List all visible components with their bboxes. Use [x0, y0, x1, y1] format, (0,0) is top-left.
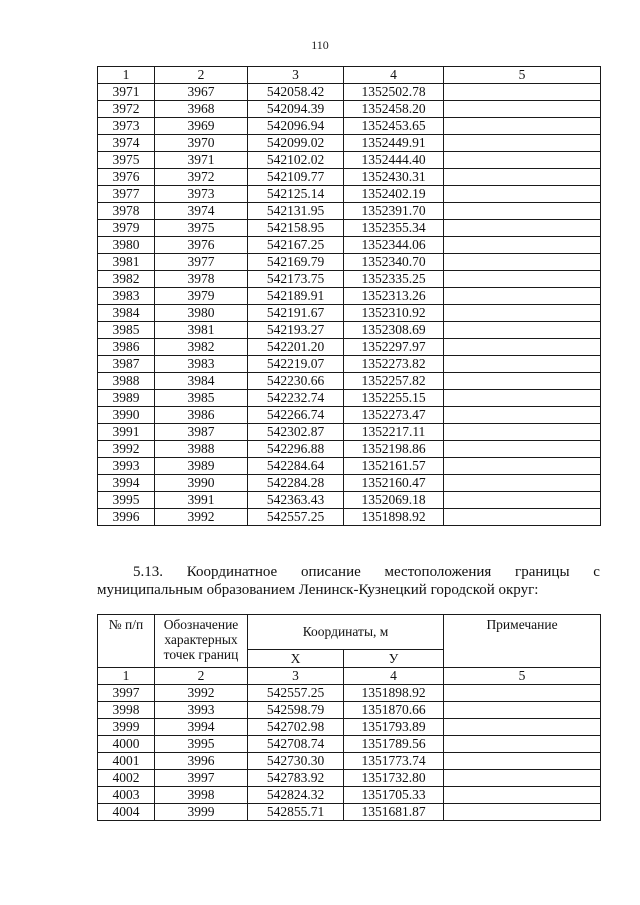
table-cell: 1352391.70 — [344, 203, 444, 220]
table-cell: 542094.39 — [248, 101, 344, 118]
coordinates-table-continued — [97, 66, 601, 526]
header-designation: Обозначение характерных точек границ — [155, 615, 248, 668]
table-cell — [444, 322, 601, 339]
section-heading-word: с — [593, 564, 600, 580]
table-cell: 3971 — [98, 84, 155, 101]
table-cell: 3980 — [155, 305, 248, 322]
table-cell: 3992 — [155, 685, 248, 702]
table-cell: 3979 — [155, 288, 248, 305]
table-cell: 3984 — [155, 373, 248, 390]
table-cell: 1352449.91 — [344, 135, 444, 152]
header-note: Примечание — [444, 615, 601, 668]
section-heading-word: местоположения — [384, 564, 492, 580]
table-row — [98, 288, 601, 305]
table-row — [98, 186, 601, 203]
table-row — [98, 770, 601, 787]
table-cell: 1351773.74 — [344, 753, 444, 770]
table-cell: 3971 — [155, 152, 248, 169]
table-row — [98, 373, 601, 390]
column-number: 1 — [98, 67, 155, 84]
table-cell: 3974 — [155, 203, 248, 220]
table-cell — [444, 84, 601, 101]
header-number: № п/п — [98, 615, 155, 668]
table-cell: 3986 — [155, 407, 248, 424]
table-cell: 542201.20 — [248, 339, 344, 356]
table-cell: 3973 — [98, 118, 155, 135]
table-row — [98, 84, 601, 101]
table-row — [98, 339, 601, 356]
table-cell: 1352255.15 — [344, 390, 444, 407]
table-cell: 1352340.70 — [344, 254, 444, 271]
table-cell: 3990 — [155, 475, 248, 492]
table-row — [98, 685, 601, 702]
section-heading-word: описание — [300, 564, 361, 580]
table-row — [98, 237, 601, 254]
table-cell — [444, 169, 601, 186]
table-row — [98, 787, 601, 804]
table-cell — [444, 475, 601, 492]
table-cell: 542167.25 — [248, 237, 344, 254]
table-cell: 542783.92 — [248, 770, 344, 787]
section-heading-word: 5.13. — [133, 564, 163, 580]
table-cell: 542363.43 — [248, 492, 344, 509]
table-cell: 3983 — [98, 288, 155, 305]
table-cell: 542284.64 — [248, 458, 344, 475]
table-cell: 3989 — [98, 390, 155, 407]
table-cell: 3999 — [98, 719, 155, 736]
table-row — [98, 804, 601, 821]
table-cell: 3996 — [155, 753, 248, 770]
table-row — [98, 424, 601, 441]
table-cell: 3981 — [98, 254, 155, 271]
table-cell — [444, 407, 601, 424]
table-row — [98, 203, 601, 220]
table-cell: 3973 — [155, 186, 248, 203]
table-cell: 3974 — [98, 135, 155, 152]
table-cell: 542284.28 — [248, 475, 344, 492]
column-number-row — [98, 67, 601, 84]
header-y: У — [344, 650, 444, 668]
table-cell: 1352198.86 — [344, 441, 444, 458]
table-cell: 542096.94 — [248, 118, 344, 135]
table-cell — [444, 441, 601, 458]
table-cell — [444, 373, 601, 390]
table-cell: 1352297.97 — [344, 339, 444, 356]
table-cell: 542173.75 — [248, 271, 344, 288]
table-cell: 542189.91 — [248, 288, 344, 305]
table-cell: 542131.95 — [248, 203, 344, 220]
table-cell — [444, 152, 601, 169]
table-cell: 3976 — [98, 169, 155, 186]
table-cell: 542191.67 — [248, 305, 344, 322]
table-cell: 3978 — [155, 271, 248, 288]
table-cell — [444, 271, 601, 288]
column-number: 4 — [344, 668, 444, 685]
column-number: 3 — [248, 668, 344, 685]
table-cell: 3991 — [98, 424, 155, 441]
table-row — [98, 702, 601, 719]
table-cell — [444, 254, 601, 271]
table-cell: 3997 — [155, 770, 248, 787]
table-cell: 3981 — [155, 322, 248, 339]
table-row — [98, 356, 601, 373]
table-cell: 3986 — [98, 339, 155, 356]
column-number: 2 — [155, 668, 248, 685]
table-cell — [444, 203, 601, 220]
table-cell — [444, 339, 601, 356]
table-cell: 542158.95 — [248, 220, 344, 237]
table-cell: 1352069.18 — [344, 492, 444, 509]
table-cell: 1352257.82 — [344, 373, 444, 390]
table-cell — [444, 685, 601, 702]
table-cell: 3992 — [155, 509, 248, 526]
table-cell: 3993 — [98, 458, 155, 475]
table-cell: 3970 — [155, 135, 248, 152]
table-row — [98, 169, 601, 186]
table-cell — [444, 101, 601, 118]
table-cell — [444, 186, 601, 203]
table-cell: 1352453.65 — [344, 118, 444, 135]
table-cell: 1352344.06 — [344, 237, 444, 254]
table-cell: 3969 — [155, 118, 248, 135]
table-row — [98, 135, 601, 152]
table-cell: 4000 — [98, 736, 155, 753]
table-cell: 542730.30 — [248, 753, 344, 770]
table-cell: 3994 — [155, 719, 248, 736]
table-cell: 542708.74 — [248, 736, 344, 753]
column-number: 1 — [98, 668, 155, 685]
table-cell: 542219.07 — [248, 356, 344, 373]
table-cell: 3985 — [155, 390, 248, 407]
table-cell: 1351681.87 — [344, 804, 444, 821]
table-cell: 3998 — [155, 787, 248, 804]
column-number: 5 — [444, 67, 601, 84]
table-row — [98, 322, 601, 339]
table-cell — [444, 492, 601, 509]
table-cell: 1351898.92 — [344, 509, 444, 526]
table-cell: 3994 — [98, 475, 155, 492]
table-cell — [444, 356, 601, 373]
table-cell: 3972 — [98, 101, 155, 118]
table-cell — [444, 135, 601, 152]
table-cell: 542302.87 — [248, 424, 344, 441]
table-cell — [444, 787, 601, 804]
column-number: 5 — [444, 668, 601, 685]
table-cell: 4001 — [98, 753, 155, 770]
table-cell: 1351870.66 — [344, 702, 444, 719]
table-cell: 1351732.80 — [344, 770, 444, 787]
table-cell: 3995 — [98, 492, 155, 509]
table-cell: 3997 — [98, 685, 155, 702]
table-cell: 1352402.19 — [344, 186, 444, 203]
header-coordinates: Координаты, м — [248, 615, 444, 650]
table-cell — [444, 753, 601, 770]
table-cell: 1352313.26 — [344, 288, 444, 305]
table-cell — [444, 288, 601, 305]
table-cell: 542109.77 — [248, 169, 344, 186]
table-cell: 542125.14 — [248, 186, 344, 203]
table-cell: 1352310.92 — [344, 305, 444, 322]
table-cell — [444, 702, 601, 719]
table-cell: 542598.79 — [248, 702, 344, 719]
table-cell: 542557.25 — [248, 509, 344, 526]
table-cell: 3983 — [155, 356, 248, 373]
table-row — [98, 458, 601, 475]
table-cell: 1351898.92 — [344, 685, 444, 702]
table-cell: 1352273.47 — [344, 407, 444, 424]
table-cell: 542099.02 — [248, 135, 344, 152]
column-number-row — [98, 668, 601, 685]
table-row — [98, 220, 601, 237]
table-cell: 3967 — [155, 84, 248, 101]
table-cell — [444, 770, 601, 787]
table-cell: 3982 — [98, 271, 155, 288]
table-cell: 3988 — [98, 373, 155, 390]
table-cell: 542169.79 — [248, 254, 344, 271]
table-row — [98, 492, 601, 509]
table-cell: 542232.74 — [248, 390, 344, 407]
section-heading-word: границы — [515, 564, 570, 580]
table-row — [98, 736, 601, 753]
table-cell: 4002 — [98, 770, 155, 787]
table-cell — [444, 719, 601, 736]
table-cell: 3985 — [98, 322, 155, 339]
table-cell: 3990 — [98, 407, 155, 424]
table-cell: 3975 — [98, 152, 155, 169]
table-cell: 3989 — [155, 458, 248, 475]
table-row — [98, 118, 601, 135]
table-cell — [444, 424, 601, 441]
table-row — [98, 271, 601, 288]
table-cell: 3991 — [155, 492, 248, 509]
table-cell — [444, 458, 601, 475]
table-row — [98, 719, 601, 736]
table-cell: 3996 — [98, 509, 155, 526]
header-x: X — [248, 650, 344, 668]
table-cell: 1352217.11 — [344, 424, 444, 441]
table-cell: 542230.66 — [248, 373, 344, 390]
table-cell: 3995 — [155, 736, 248, 753]
table-cell: 1352444.40 — [344, 152, 444, 169]
table-cell: 4003 — [98, 787, 155, 804]
table-row — [98, 254, 601, 271]
page-number: 110 — [311, 38, 329, 52]
table-cell — [444, 390, 601, 407]
table-cell: 1352160.47 — [344, 475, 444, 492]
table-cell: 1352458.20 — [344, 101, 444, 118]
table-row — [98, 152, 601, 169]
table-cell: 3993 — [155, 702, 248, 719]
column-number: 4 — [344, 67, 444, 84]
table-cell: 3982 — [155, 339, 248, 356]
table-cell — [444, 220, 601, 237]
table-cell: 3987 — [155, 424, 248, 441]
table-cell: 3999 — [155, 804, 248, 821]
table-cell — [444, 509, 601, 526]
section-heading-line2: муниципальным образованием Ленинск-Кузнецкий городской округ: — [97, 582, 539, 598]
table-cell: 1352430.31 — [344, 169, 444, 186]
table-cell: 542266.74 — [248, 407, 344, 424]
table-cell: 1352355.34 — [344, 220, 444, 237]
table-cell — [444, 736, 601, 753]
table-cell: 3984 — [98, 305, 155, 322]
table-cell: 1352161.57 — [344, 458, 444, 475]
column-number: 3 — [248, 67, 344, 84]
table-cell: 542855.71 — [248, 804, 344, 821]
table-cell: 542058.42 — [248, 84, 344, 101]
table-cell: 542193.27 — [248, 322, 344, 339]
table-cell: 3977 — [155, 254, 248, 271]
table-cell: 3998 — [98, 702, 155, 719]
table-cell — [444, 118, 601, 135]
table-cell: 542702.98 — [248, 719, 344, 736]
table-cell: 3975 — [155, 220, 248, 237]
table-row — [98, 509, 601, 526]
table-cell: 1351789.56 — [344, 736, 444, 753]
table-cell: 3979 — [98, 220, 155, 237]
table-cell: 1352308.69 — [344, 322, 444, 339]
table-cell: 542557.25 — [248, 685, 344, 702]
table-cell: 3968 — [155, 101, 248, 118]
table-cell: 3972 — [155, 169, 248, 186]
column-number: 2 — [155, 67, 248, 84]
table-cell: 3977 — [98, 186, 155, 203]
table-cell: 542296.88 — [248, 441, 344, 458]
section-heading — [97, 563, 600, 599]
table-cell: 3988 — [155, 441, 248, 458]
table-cell: 542824.32 — [248, 787, 344, 804]
table-cell: 4004 — [98, 804, 155, 821]
table-cell: 3976 — [155, 237, 248, 254]
table-cell: 542102.02 — [248, 152, 344, 169]
table-row — [98, 441, 601, 458]
table-row — [98, 407, 601, 424]
coordinates-table-leninsk-kuznetsky — [97, 614, 601, 821]
table-cell — [444, 804, 601, 821]
table-row — [98, 390, 601, 407]
table-cell: 1351793.89 — [344, 719, 444, 736]
table-row — [98, 101, 601, 118]
table-row — [98, 475, 601, 492]
section-heading-word: Координатное — [186, 564, 278, 580]
table-cell — [444, 237, 601, 254]
table-cell: 3987 — [98, 356, 155, 373]
table-cell: 3980 — [98, 237, 155, 254]
table-cell: 1352502.78 — [344, 84, 444, 101]
table-row — [98, 753, 601, 770]
table-cell: 3992 — [98, 441, 155, 458]
table-cell: 1352335.25 — [344, 271, 444, 288]
table-cell: 1352273.82 — [344, 356, 444, 373]
table-cell: 1351705.33 — [344, 787, 444, 804]
table-cell — [444, 305, 601, 322]
table-cell: 3978 — [98, 203, 155, 220]
table-row — [98, 305, 601, 322]
